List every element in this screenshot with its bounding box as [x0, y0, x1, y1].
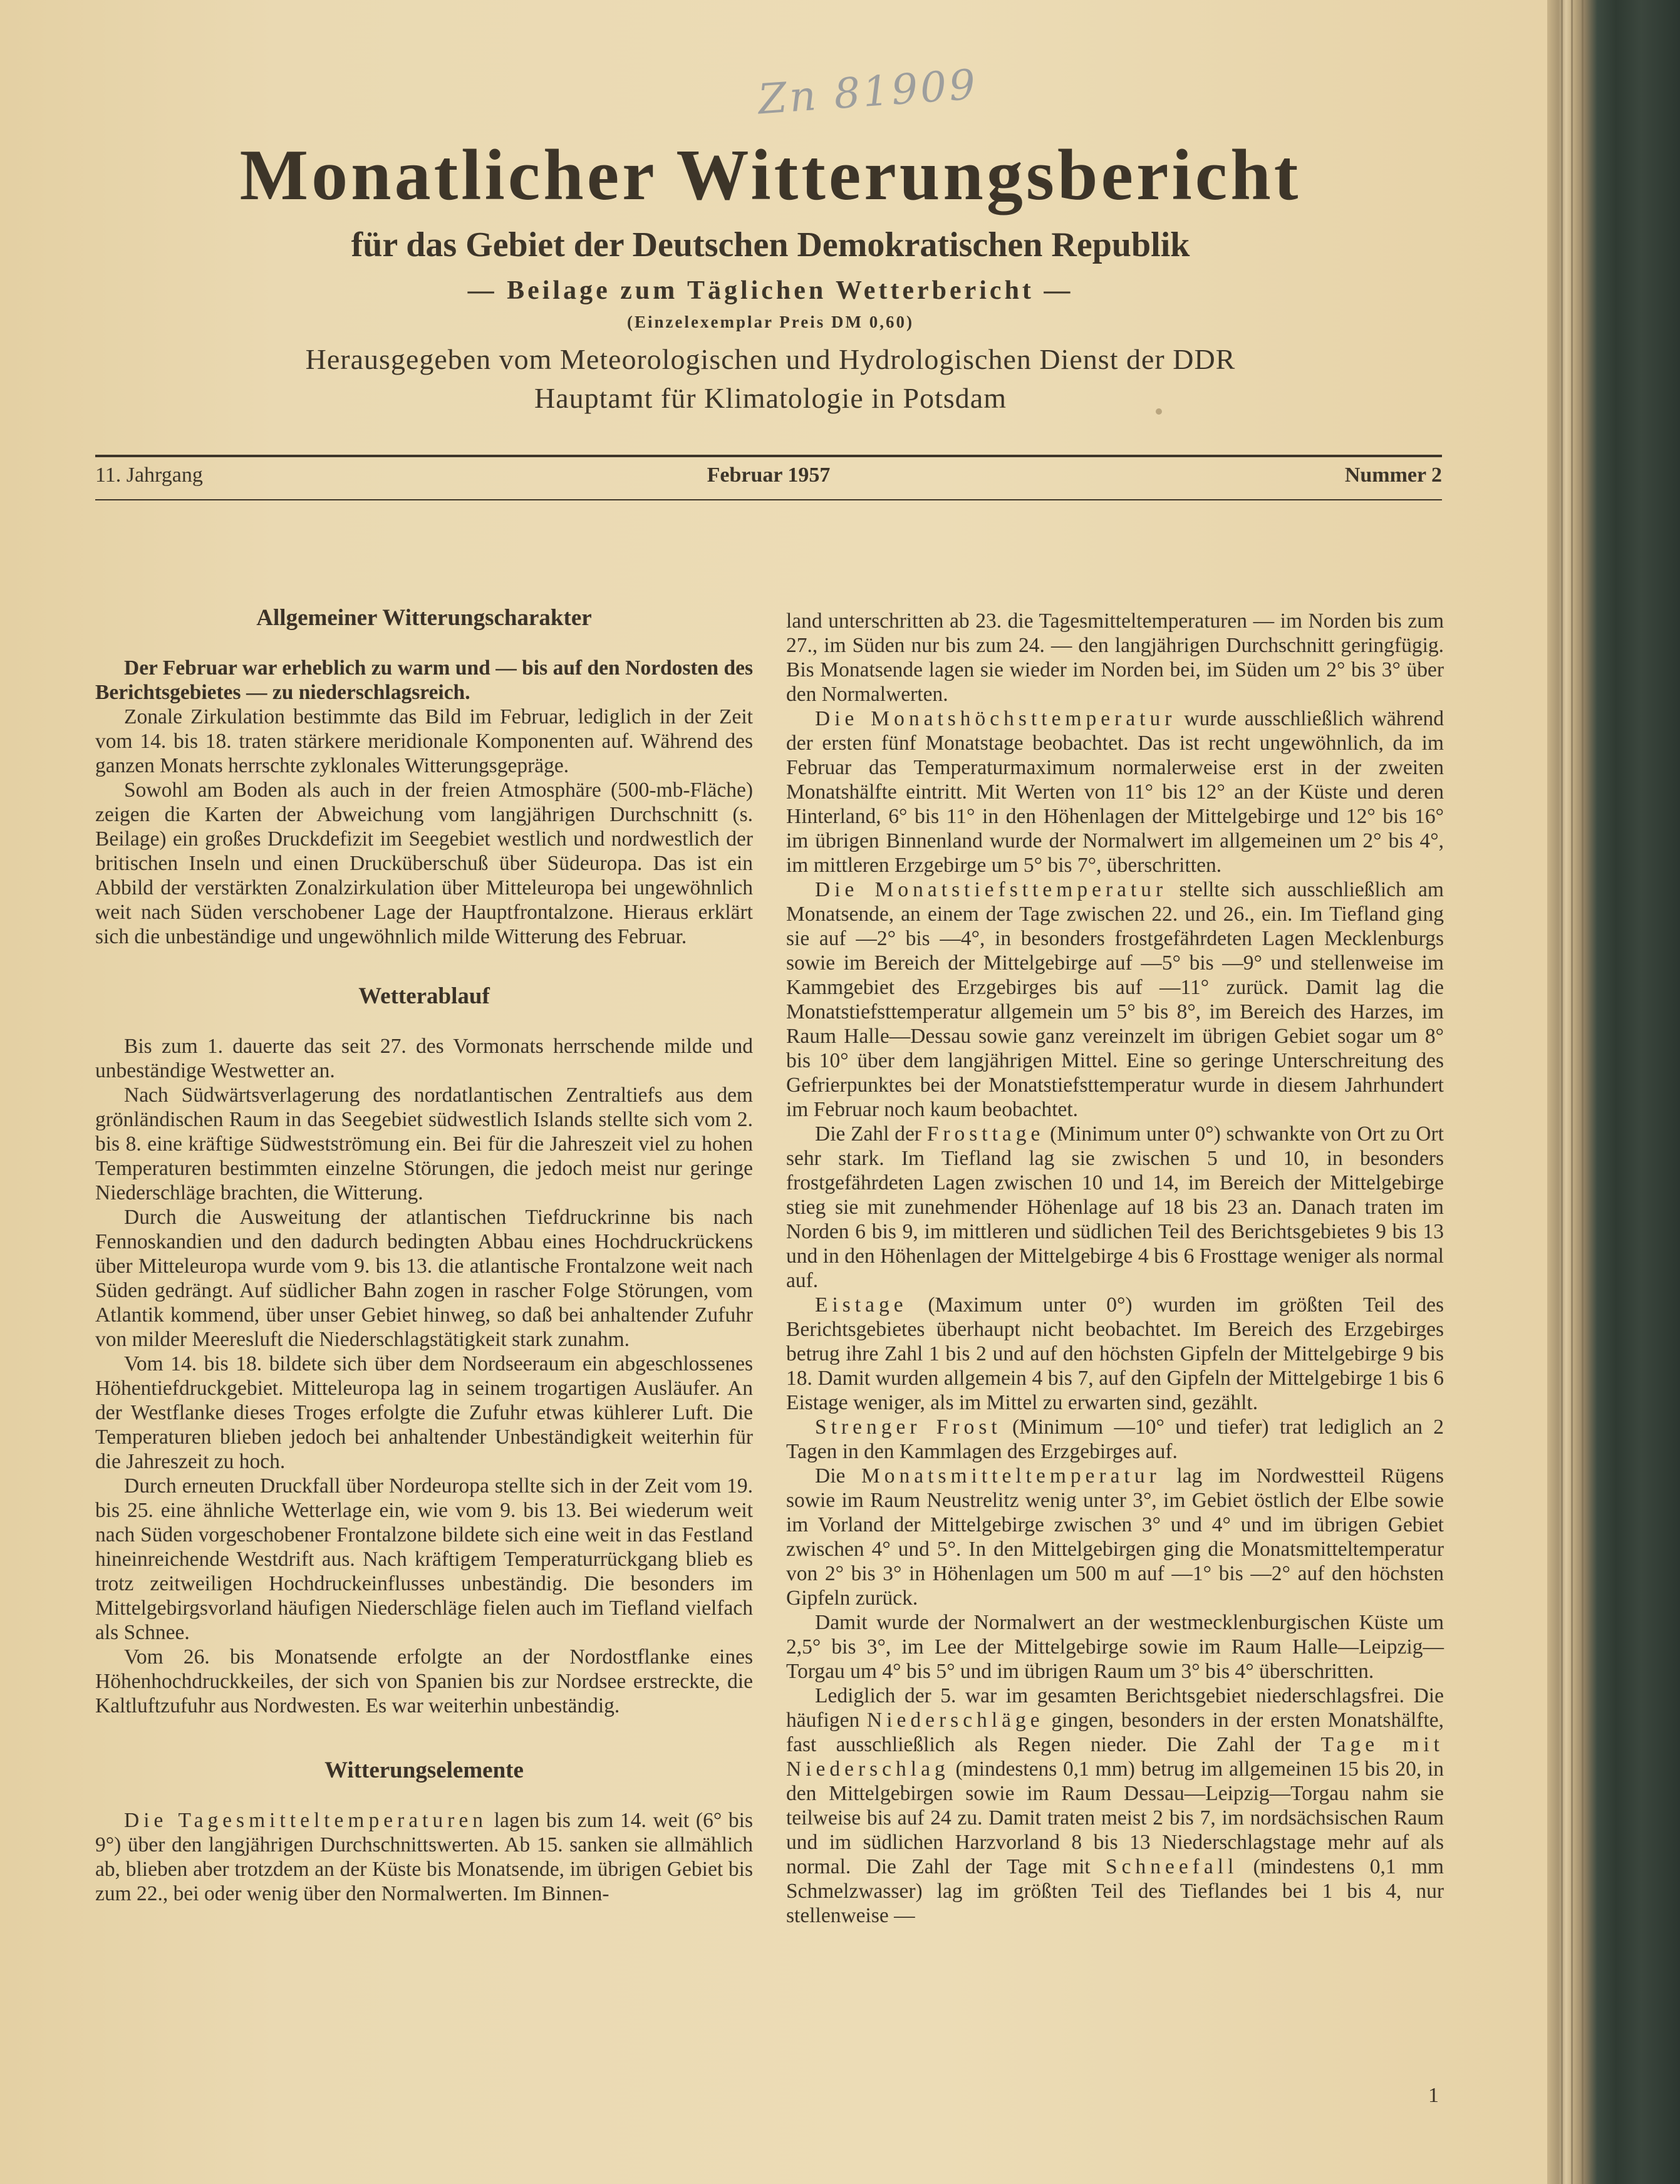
paragraph-text: Lediglich der 5. war im gesamten Berichtsgebiet niederschlagsfrei. Die häufigen — [786, 1684, 1444, 1732]
paragraph — [95, 1808, 753, 1906]
masthead — [88, 132, 1453, 417]
paragraph-text: (mindestens 0,1 mm Schmelzwasser) lag im größten Teil des Tieflandes bei 1 bis 4, nur stellenweise — — [786, 1855, 1444, 1927]
paragraph — [786, 1684, 1444, 1928]
paragraph: Bis zum 1. dauerte das seit 27. des Vormonats herrschende milde und unbeständige Westwetter an. — [95, 1035, 753, 1082]
paragraph-text: wurde ausschließlich während der ersten fünf Monatstage beobachtet. Das ist recht ungewöhnlich, da im Februar das Temperaturmaximum normalerweise erst in der zweiten Monatshälfte eintritt. Mit Werten von 11° bis 12° an der Küste und deren Hinterland, 6° bis 11° in den Höhenlagen der Mittelgebirge und 12° bis 16° im übrigen Binnenland wurde der Normalwert im allgemeinen um 2° bis 4°, im mittleren Erzgebirge um 5° bis 7°, überschritten. — [786, 707, 1444, 877]
issue-date: Februar 1957 — [707, 463, 831, 487]
left-column — [95, 604, 753, 1906]
paragraph-text: (Minimum unter 0°) schwankte von Ort zu Ort sehr stark. Im Tiefland lag sie zwischen 5 und 10, in besonders frostgefährdeten Lagen zwischen 10 und 14, im Bereich der Mittelgebirge stieg sie mit zunehmender Höhenlage auf 18 bis 23 an. Danach traten im Norden 6 bis 9, im mittleren und südlichen Teil des Berichtsgebietes 9 bis 13 und in den Höhenlagen der Mittelgebirge 4 bis 6 Frosttage weniger als normal auf. — [786, 1122, 1444, 1292]
spaced-term: Niederschläge — [867, 1709, 1044, 1732]
paragraph: Nach Südwärtsverlagerung des nordatlantischen Zentraltiefs aus dem grönländischen Raum in das Seegebiet südwestlich Islands stellte sich vom 2. bis 8. eine kräftige Südwestströmung ein. Bei für die Jahreszeit viel zu hohen Temperaturen bestimmten einzelne Störungen, die jedoch meist nur geringe Niederschläge brachten, die Witterung. — [95, 1084, 753, 1204]
paragraph — [786, 1293, 1444, 1415]
page-edge-line — [1582, 0, 1584, 2184]
supplement-line: — Beilage zum Täglichen Wetterbericht — — [467, 276, 1074, 305]
paragraph-text: (Maximum unter 0°) wurden im größten Teil des Berichtsgebietes überhaupt nicht beobachtet. Im Bereich des Erzgebirges betrug ihre Zahl 1 bis 2 und auf den höchsten Gipfeln der Mittelgebirge 9 bis 18. Damit wurden allgemein 4 bis 7, auf den Gipfeln der Mittelgebirge 1 bis 6 Eistage weniger, als im Mittel zu erwarten sind, gezählt. — [786, 1293, 1444, 1414]
paragraph — [786, 1415, 1444, 1464]
paragraph: Durch erneuten Druckfall über Nordeuropa stellte sich in der Zeit vom 19. bis 25. eine ähnliche Wetterlage ein, wie vom 9. bis 13. Bei wiederum weit nach Süden vorgeschobener Frontalzone bildete sich eine weit in das Festland hineinreichende Westdrift aus. Nach kräftigem Temperaturrückgang blieb es trotz zeitweiligen Hochdruckeinflusses unbeständig. Die besonders im Mittelgebirgsvorland häufigen Niederschläge fielen auch im Tiefland vielfach als Schnee. — [95, 1474, 753, 1644]
page-number: 1 — [1428, 2084, 1439, 2107]
paragraph — [786, 1122, 1444, 1293]
spaced-term: Frosttage — [926, 1122, 1045, 1146]
right-column — [786, 609, 1444, 1928]
section-heading-character: Allgemeiner Witterungscharakter — [256, 605, 592, 631]
paragraph — [786, 877, 1444, 1122]
issue-number: Nummer 2 — [1344, 463, 1442, 487]
spaced-term: Schneefall — [1105, 1855, 1238, 1878]
book-binding-edge — [1547, 0, 1680, 2184]
lead-paragraph: Der Februar war erheblich zu warm und — bis auf den Nordosten des Berichtsgebietes — zu niederschlagsreich. — [95, 656, 753, 704]
paragraph-text: lag im Nordwestteil Rügens sowie im Raum Neustrelitz wenig unter 3°, im Gebiet östlich der Elbe sowie im Vorland der Mittelgebirge zwischen 3° und 4° und im übrigen Gebiet zwischen 4° und 5°. In den Mittelgebirgen ging die Monatsmitteltemperatur von 2° bis 3° in Höhenlagen um 500 m auf —1° bis —2° auf den höchsten Gipfeln zurück. — [786, 1464, 1444, 1610]
spaced-term: Strenger Frost — [815, 1415, 1002, 1439]
issue-info-row — [95, 463, 1442, 495]
paragraph: Damit wurde der Normalwert an der westmecklenburgischen Küste um 2,5° bis 3°, im Lee der Mittelgebirge sowie im Raum Halle—Leipzig—Torgau um 4° bis 5° und im übrigen Raum um 3° bis 4° überschritten. — [786, 1611, 1444, 1683]
spaced-term: Eistage — [815, 1293, 908, 1317]
paragraph-text: stellte sich ausschließlich am Monatsende, an einem der Tage zwischen 22. und 26., ein. Im Tiefland ging sie auf —2° bis —4°, in besonders frostgefährdeten Lagen Mecklenburgs sowie im Bereich der Mittelgebirge auf —5° bis —9° und stellenweise im Kammgebiet des Erzgebirges bis auf —11° zurück. Damit lag die Monatstiefsttemperatur allgemein um 5° bis 8°, im Bereich des Harzes, im Raum Halle—Dessau sowie ganz vereinzelt im übrigen Gebiet sogar um 8° bis 10° über dem langjährigen Mittel. Eine so geringe Unterschreitung des Gefrierpunktes bei der Monatstiefsttemperatur wurde in diesem Jahrhundert im Februar noch kaum beobachtet. — [786, 878, 1444, 1121]
office-line: Hauptamt für Klimatologie in Potsdam — [534, 382, 1007, 414]
paragraph-text: gingen, besonders in der ersten Monatshälfte, fast ausschließlich als Regen nieder. Die Zahl der — [786, 1709, 1444, 1756]
paragraph — [786, 706, 1444, 877]
price-line: (Einzelexemplar Preis DM 0,60) — [627, 313, 914, 331]
spaced-term: Monatsmitteltemperatur — [861, 1464, 1161, 1488]
paragraph-text: lagen bis zum 14. weit (6° bis 9°) über den langjährigen Durchschnittswerten. Ab 15. sanken sie allmählich ab, blieben aber trotzdem an der Küste bis Monatsende, im übrigen Gebiet bis zum 22., bei oder wenig über den Normalwerten. Im Binnen- — [95, 1809, 754, 1905]
issue-volume: 11. Jahrgang — [95, 463, 203, 487]
paragraph: Sowohl am Boden als auch in der freien Atmosphäre (500-mb-Fläche) zeigen die Karten der Abweichung vom langjährigen Durchschnitt (s. Beilage) ein großes Druckdefizit im Seegebiet westlich und nordwestlich der britischen Inseln und einen Drucküberschuß über Südeuropa. Das ist ein Abbild der verstärkten Zonalzirkulation über Mitteleuropa bei ungewöhnlich weit nach Süden verschobener Lage der Hauptfrontalzone. Hieraus erklärt sich die unbeständige und ungewöhnlich milde Witterung des Februar. — [95, 779, 753, 948]
spaced-term: Tage mit Niederschlag — [786, 1733, 1444, 1781]
paragraph-text: (Minimum —10° und tiefer) trat lediglich an 2 Tagen in den Kammlagen des Erzgebirges auf. — [786, 1415, 1444, 1463]
header-rule-top — [95, 455, 1442, 457]
header-rule-bottom — [95, 499, 1442, 500]
page-edge-line — [1561, 0, 1563, 2184]
paragraph-text: Die — [815, 1464, 861, 1488]
page-subtitle: für das Gebiet der Deutschen Demokratischen Republik — [351, 225, 1190, 264]
section-heading-elements: Witterungselemente — [324, 1757, 524, 1783]
paragraph-text: Die Zahl der — [815, 1122, 927, 1146]
page-title: Monatlicher Witterungsbericht — [239, 135, 1302, 215]
paragraph: Vom 26. bis Monatsende erfolgte an der Nordostflanke eines Höhenhochdruckkeiles, der sich von Spanien bis zur Nordsee erstreckte, die Kaltluftzufuhr aus Nordwesten. Es war weiterhin unbeständig. — [95, 1645, 753, 1717]
handwritten-signature-note: Zn 81909 — [756, 60, 980, 124]
paragraph: Durch die Ausweitung der atlantischen Tiefdruckrinne bis nach Fennoskandien und den dadurch bedingten Abbau eines Hochdruckrückens über Mitteleuropa wurde vom 9. bis 13. die atlantische Frontalzone weit nach Süden gedrängt. Auf südlicher Bahn zogen in rascher Folge Störungen, vom Atlantik kommend, über unser Gebiet hinweg, so daß bei anhaltender Zufuhr von milder Meeresluft die Niederschlagstätigkeit stark zunahm. — [95, 1206, 753, 1351]
paragraph: Zonale Zirkulation bestimmte das Bild im Februar, lediglich in der Zeit vom 14. bis 18. traten stärkere meridionale Komponenten auf. Während des ganzen Monats herrschte zyklonales Witterungsgepräge. — [95, 705, 753, 777]
paragraph: Vom 14. bis 18. bildete sich über dem Nordseeraum ein abgeschlossenes Höhentiefdruckgebiet. Mitteleuropa lag in seinem trogartigen Ausläufer. An der Westflanke dieses Troges erfolgte die Zufuhr etwas kühlerer Luft. Die Temperaturen blieben jedoch bei anhaltender Unbeständigkeit weiterhin für die Jahreszeit zu hoch. — [95, 1352, 753, 1473]
paragraph-text: (mindestens 0,1 mm) betrug im allgemeinen 15 bis 20, in den Mittelgebirgen sowie im Raum Dessau—Leipzig—Torgau nahm sie teilweise bis auf 24 zu. Damit traten meist 2 bis 7, im nordsächsischen Raum und im südlichen Harzvorland 8 bis 13 Niederschlagstage mehr auf als normal. Die Zahl der Tage mit — [786, 1757, 1444, 1878]
spaced-term: Die Tagesmitteltemperaturen — [124, 1809, 487, 1832]
publisher-line: Herausgegeben vom Meteorologischen und Hydrologischen Dienst der DDR — [305, 343, 1236, 375]
paragraph: land unterschritten ab 23. die Tagesmitteltemperaturen — im Norden bis zum 27., im Süden nur bis zum 24. — den langjährigen Durchschnitt geringfügig. Bis Monatsende lagen sie wieder im Norden bei, im Süden um 2° bis 3° über den Normalwerten. — [786, 609, 1444, 706]
spaced-term: Die Monatshöchsttemperatur — [815, 707, 1176, 730]
section-heading-weather-course: Wetterablauf — [358, 983, 490, 1009]
paragraph — [786, 1464, 1444, 1610]
spaced-term: Die Monatstiefsttemperatur — [815, 878, 1168, 901]
page-edge-line — [1571, 0, 1573, 2184]
